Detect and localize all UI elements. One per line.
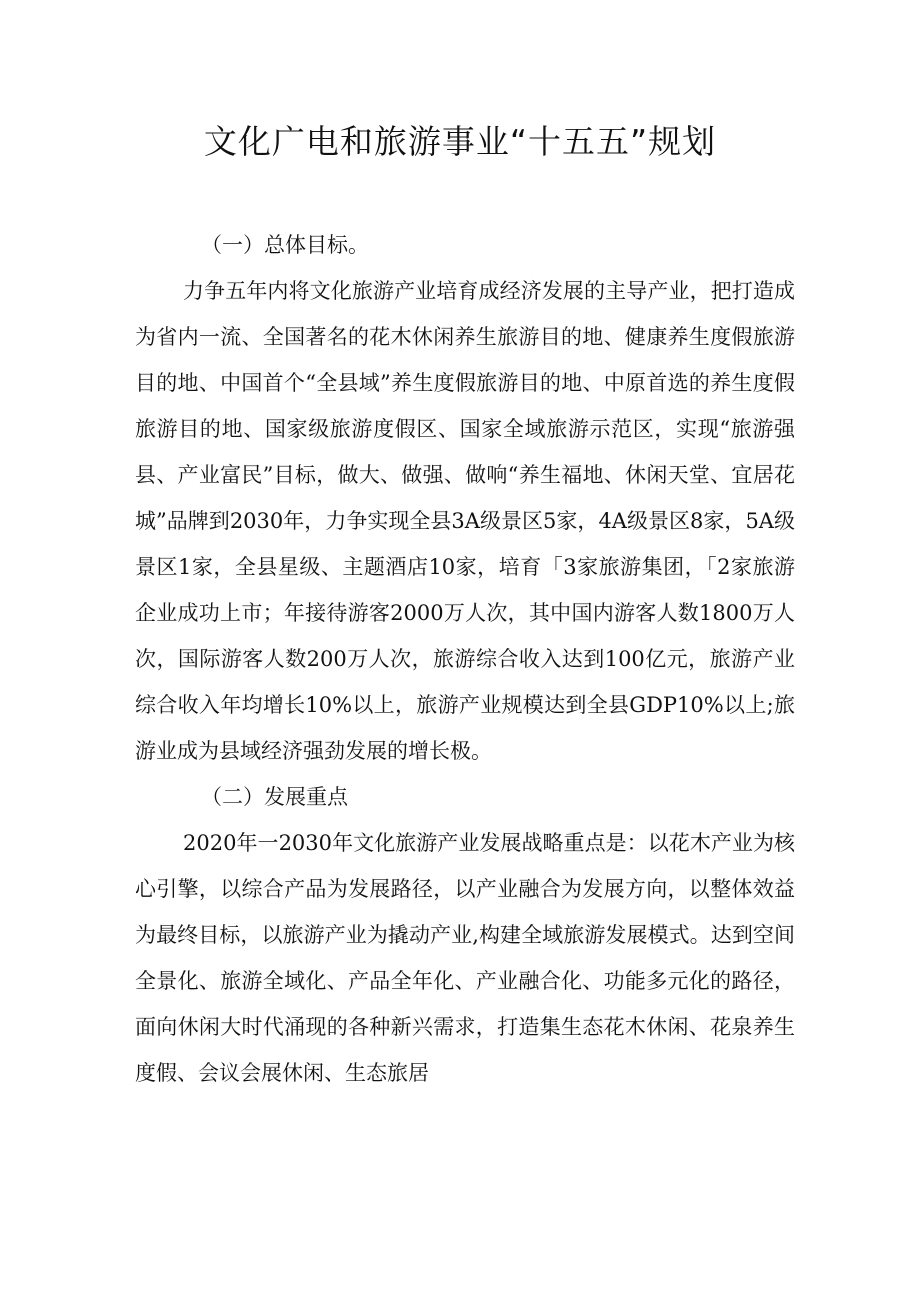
document-title: 文化广电和旅游事业“十五五”规划 xyxy=(203,122,717,161)
paragraph-development-focus: 2020年一2030年文化旅游产业发展战略重点是：以花木产业为核心引擎，以综合产品为发展路径，以产业融合为发展方向，以整体效益为最终目标，以旅游产业为撬动产业,构建全域旅游发展模式。达到空间全景化、旅游全域化、产品全年化、产业融合化、功能多元化的路径，面向休闲大时代涌现的各种新兴需求，打造集生态花木休闲、花泉养生度假、会议会展休闲、生态旅居 xyxy=(135,831,795,1085)
section-heading-development-focus: （二）发展重点 xyxy=(201,785,348,809)
paragraph-overall-goal: 力争五年内将文化旅游产业培育成经济发展的主导产业，把打造成为省内一流、全国著名的花木休闲养生旅游目的地、健康养生度假旅游目的地、中国首个“全县域”养生度假旅游目的地、中原首选的养生度假旅游目的地、国家级旅游度假区、国家全域旅游示范区，实现“旅游强县、产业富民”目标，做大、做强、做响“养生福地、休闲天堂、宜居花城”品牌到2030年，力争实现全县3A级景区5家，4A级景区8家，5A级景区1家，全县星级、主题酒店10家，培育「3家旅游集团，「2家旅游企业成功上市；年接待游客2000万人次，其中国内游客人数1800万人次，国际游客人数200万人次，旅游综合收入达到100亿元，旅游产业综合收入年均增长10%以上，旅游产业规模达到全县GDP10%以上;旅游业成为县域经济强劲发展的增长极。 xyxy=(135,279,795,763)
section-heading-overall-goal: （一）总体目标。 xyxy=(201,233,369,257)
document-body xyxy=(135,222,795,1096)
